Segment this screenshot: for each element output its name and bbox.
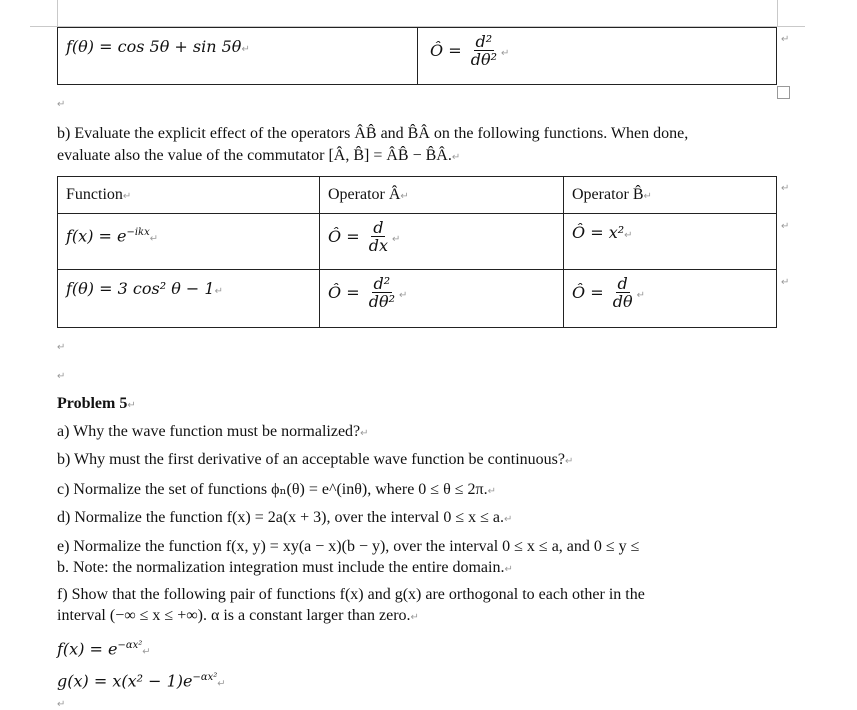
top-function: f(θ) = cos 5θ + sin 5θ: [66, 37, 242, 56]
para-mark: ↵: [399, 290, 408, 301]
row-end-mark: ↵: [781, 34, 790, 45]
para-mark: ↵: [504, 514, 513, 525]
equation-g: $g(x) = x(x^2 - 1)e^{-\alpha x^2}↵$: [57, 671, 226, 691]
problem5-d: d) Normalize the function f(x) = 2a(x + 3), over the interval 0 ≤ x ≤ a.↵: [57, 509, 513, 526]
header-operator-b: Operator B̂↵: [564, 177, 777, 214]
problem5-b: b) Why must the first derivative of an acceptable wave function be continuous?↵: [57, 451, 574, 468]
row2-operator-a-cell: Ô = $\frac{\text{d²}}{\text{dθ²}}$ ↵: [320, 270, 564, 328]
equation-f-exponent: −αx²: [117, 640, 143, 651]
top-operator-table: [57, 27, 777, 85]
row-end-mark: ↵: [781, 277, 790, 288]
para-mark: ↵: [217, 678, 226, 690]
part-b-line1: b) Evaluate the explicit effect of the operators ÂB̂ and B̂Â on the following functions. When done,: [57, 125, 689, 142]
top-operator-num: d²: [475, 32, 493, 51]
problem5-a: a) Why the wave function must be normalized?↵: [57, 423, 369, 440]
row2-operator-b-fraction: $\frac{d}{d\theta}$: [612, 274, 633, 311]
para-mark: ↵: [487, 486, 496, 497]
top-operator-prefix: Ô =: [430, 41, 462, 60]
para-mark: ↵: [241, 44, 250, 55]
problem5-c: c) Normalize the set of functions ϕₙ(θ) = e^(inθ), where 0 ≤ θ ≤ 2π.↵: [57, 481, 496, 498]
operators-table: [57, 176, 777, 328]
row2-function: f(θ) = 3 cos² θ − 1: [66, 279, 215, 298]
para-mark: ↵: [501, 48, 510, 59]
problem5-title: Problem 5↵: [57, 395, 136, 412]
para-mark: ↵: [360, 428, 369, 439]
row1-operator-a-cell: Ô = $\frac{d}{dx}$ ↵: [320, 214, 564, 270]
para-mark: ↵: [391, 234, 401, 245]
para-mark: ↵: [624, 230, 633, 241]
row2-function-cell: [58, 270, 320, 328]
para-mark: ↵: [410, 612, 419, 623]
problem5-e-line2: b. Note: the normalization integration must include the entire domain.↵: [57, 559, 513, 576]
row2-operator-b-cell: Ô = $\frac{d}{d\theta}$ ↵: [564, 270, 777, 328]
row1-function-cell: [58, 214, 320, 270]
margin-left-guide: [57, 0, 58, 26]
para-mark: ↵: [643, 191, 652, 202]
top-operator-cell: [418, 28, 777, 85]
empty-para-mark: ↵: [57, 342, 66, 353]
equation-f: $f(x) = e^{-\alpha x^2}↵$: [57, 639, 151, 659]
para-mark: ↵: [564, 456, 574, 467]
equation-g-exponent: −αx²: [192, 672, 218, 683]
row1-operator-a-fraction: $\frac{d}{dx}$: [368, 218, 388, 255]
part-b-line2: evaluate also the value of the commutator [Â, B̂] = ÂB̂ − B̂Â.↵: [57, 147, 461, 164]
para-mark: ↵: [127, 400, 136, 411]
header-operator-a: Operator Â↵: [320, 177, 564, 214]
top-operator-fraction: [469, 34, 499, 69]
para-mark: ↵: [149, 233, 159, 245]
row1-operator-b-cell: [564, 214, 777, 270]
para-mark: ↵: [214, 286, 223, 297]
row-end-mark: ↵: [781, 183, 790, 194]
top-operator-den: dθ²: [470, 50, 497, 69]
para-mark: ↵: [636, 290, 645, 301]
para-mark: ↵: [400, 191, 409, 202]
row-end-mark: ↵: [781, 221, 790, 232]
problem5-f-line2: interval (−∞ ≤ x ≤ +∞). α is a constant larger than zero.↵: [57, 607, 419, 624]
row2-operator-a-fraction: $\frac{\text{d²}}{\text{dθ²}}$: [368, 274, 395, 311]
row1-function: f(x) = e: [66, 226, 127, 246]
para-mark: ↵: [122, 191, 132, 202]
para-mark: ↵: [504, 564, 513, 575]
empty-para-mark: ↵: [57, 371, 66, 382]
para-mark: ↵: [142, 646, 151, 658]
top-function-cell: [58, 28, 418, 85]
margin-right-guide: [777, 0, 778, 26]
empty-para-mark: ↵: [57, 699, 66, 710]
row1-operator-b: Ô = x²: [572, 223, 625, 242]
problem5-e-line1: e) Normalize the function f(x, y) = xy(a − x)(b − y), over the interval 0 ≤ x ≤ a, and 0 ≤ y ≤: [57, 538, 640, 555]
header-function: Function↵: [58, 177, 320, 214]
table-resize-handle[interactable]: [777, 86, 790, 99]
row1-function-exponent: −ikx: [126, 227, 150, 238]
problem5-f-line1: f) Show that the following pair of functions f(x) and g(x) are orthogonal to each other in the: [57, 586, 645, 603]
empty-para-mark: ↵: [57, 99, 66, 110]
para-mark: ↵: [451, 152, 461, 163]
